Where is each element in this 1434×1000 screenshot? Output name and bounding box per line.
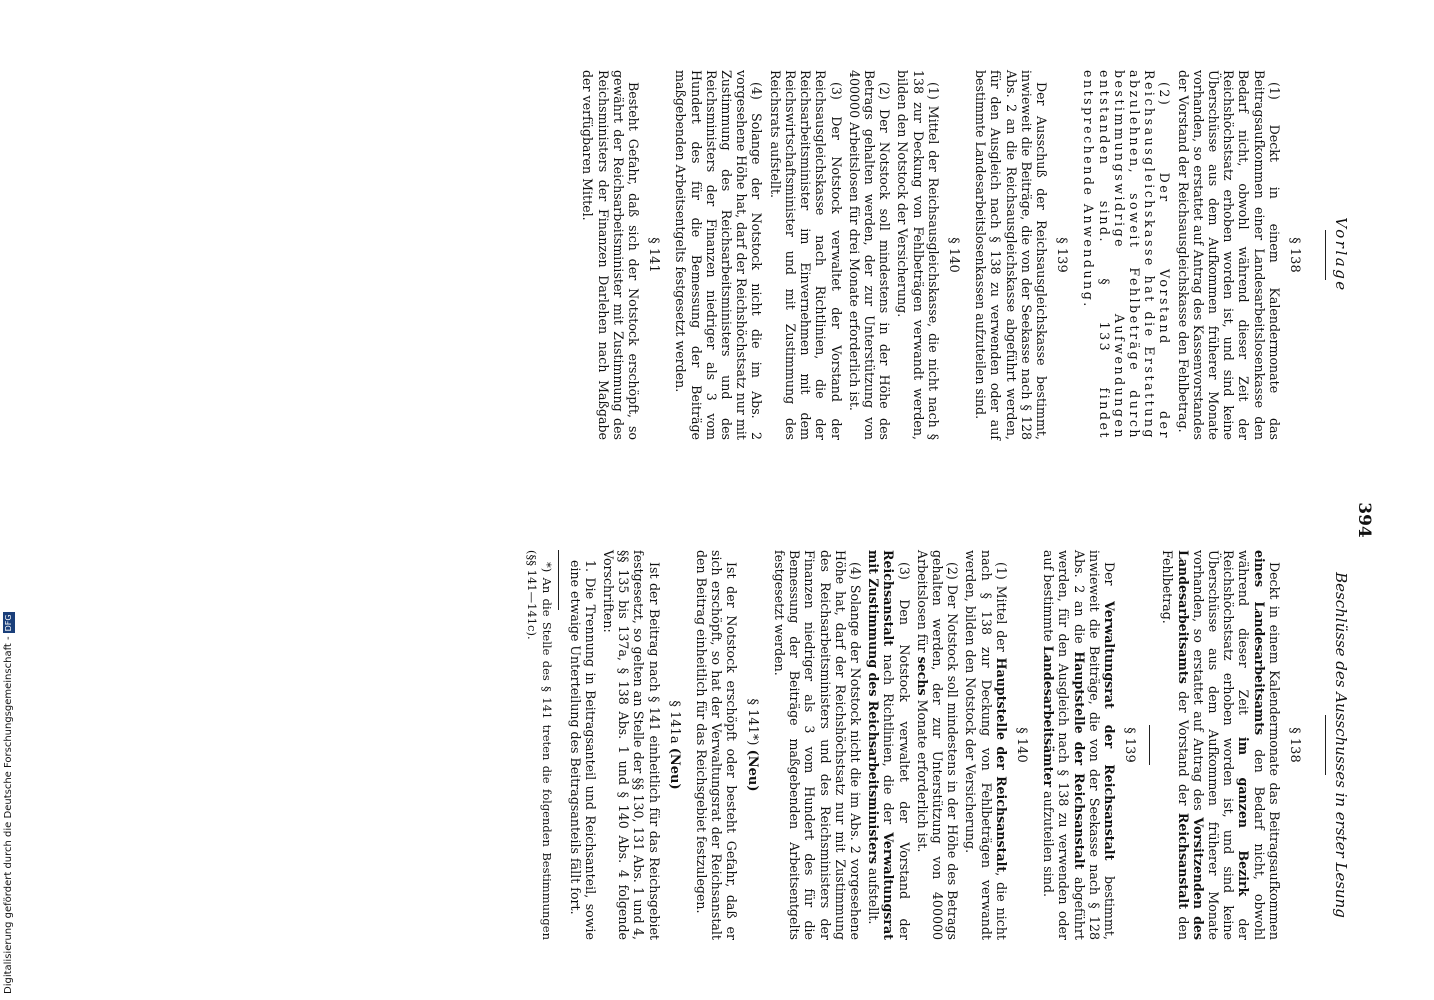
right-column-header: Beschlüsse des Ausschusses in erster Lesung <box>1332 572 1350 918</box>
left-column <box>577 70 1314 440</box>
right-sec140-p3: (3) Den Notstock verwaltet der Vorstand der Reichsanstalt nach Richtlinien, die der Verwaltungsrat mit Zustimmung des Reichsarbeitsministers aufstellt. <box>866 550 912 940</box>
right-sec141a-list <box>567 550 597 940</box>
right-sec141a-title: § 141a (Neu) <box>666 700 682 790</box>
left-column-header: Vorlage <box>1332 217 1350 293</box>
dfg-logo-icon: DFG <box>4 614 13 632</box>
right-sec138-rule <box>1149 725 1150 765</box>
left-sec140-p4: (4) Solange der Notstock nicht die im Abs. 2 vorgesehene Höhe hat, darf der Reichshöchstsatz nur mit Zustimmung des Reichsarbeitsministers und des Reichsministers der Finanzen niedriger als 3 vom Hundert des für die Bemessung der Beiträge maßgebenden Arbeitsentgelts festgesetzt werden. <box>673 70 765 440</box>
right-header-rule <box>1325 715 1326 775</box>
right-sec138-p1: Deckt in einem Kalendermonate das Beitragsaufkommen eines Landesarbeitsamts den Bedarf nicht, obwohl während dieser Zeit im ganzen Bezirk der Reichshöchstsatz erhoben worden ist, und sind keine Überschüsse aus dem Aufkommen früherer Monate vorhanden, so erstattet auf Antrag des Vorsitzenden des Landesarbeitsamts der Vorstand der Reichsanstalt den Fehlbetrag. <box>1160 550 1282 941</box>
right-sec141-title: § 141*) (Neu) <box>744 698 760 792</box>
credit-text: Digitalisierung gefördert durch die Deutsche Forschungsgemeinschaft - <box>3 636 14 994</box>
right-sec140-p1: (1) Mittel der Hauptstelle der Reichsanstalt, die nicht nach § 138 zur Deckung von Fehlbeträgen verwandt werden, bilden den Notstock der Versicherung. <box>963 550 1009 940</box>
left-sec140-p1: (1) Mittel der Reichsausgleichskasse, die nicht nach § 138 zur Deckung von Fehlbeträgen verwandt werden, bilden den Notstock der Versicherung. <box>895 70 941 440</box>
left-sec140-p2: (2) Der Notstock soll mindestens in der Höhe des Betrags gehalten werden, der zur Unterstützung von 400000 Arbeitslosen für drei Monate erforderlich ist. <box>846 70 893 440</box>
left-sec138-p2: (2) Der Vorstand der Reichsausgleichskasse hat die Erstattung abzulehnen, soweit Fehlbeträge durch bestimmungswidrige Aufwendungen entstanden sind. § 133 findet entsprechende Anwendung. <box>1081 70 1173 440</box>
left-sec141-p1: Besteht Gefahr, daß sich der Notstock erschöpft, so gewährt der Reichsarbeitsminister mit Zustimmung des Reichsministers der Finanzen Darlehen nach Maßgabe der verfügbaren Mittel. <box>580 70 642 440</box>
right-sec139-title: § 139 <box>1122 727 1138 763</box>
footnote: *) An die Stelle des § 141 treten die folgenden Bestimmungen (§§ 141—141c). <box>525 550 555 940</box>
footnote-rule <box>558 550 559 610</box>
digitization-credit <box>0 0 18 1000</box>
left-header-rule <box>1325 230 1326 280</box>
left-sec139-p1: Der Ausschuß der Reichsausgleichskasse bestimmt, inwieweit die Beiträge, die von der Seekasse nach § 128 Abs. 2 an die Reichsausgleichskasse abgeführt werden, für den Ausgleich nach § 138 zu verwenden oder auf bestimmte Landesarbeitslosenkassen aufzuteilen sind. <box>973 70 1049 440</box>
left-sec139-title: § 139 <box>1054 237 1070 273</box>
left-sec138-title: § 138 <box>1287 237 1302 273</box>
right-sec140-p2: (2) Der Notstock soll mindestens in der Höhe des Betrags gehalten werden, der zur Unterstützung von 400000 Arbeitslosen für sechs Monate erforderlich ist. <box>914 550 961 940</box>
right-sec138-title: § 138 <box>1287 727 1302 763</box>
right-sec141a-item1: 1. Die Trennung in Beitragsanteil und Reichsanteil, sowie eine etwaige Unterteilung des Beitragsanteils fällt fort. <box>567 560 598 940</box>
right-sec141a-p1: Ist der Beitrag nach § 141 einheitlich für das Reichsgebiet festgesetzt, so gelten an Stelle der §§ 130, 131 Abs. 1 und 4, §§ 135 bis 137a, § 138 Abs. 1 und § 140 Abs. 4 folgende Vorschriften: <box>601 550 662 940</box>
right-column <box>521 550 1314 940</box>
left-sec140-p3: (3) Der Notstock verwaltet der Vorstand der Reichsausgleichskasse nach Richtlinien, die der Reichsarbeitsminister im Einvernehmen mit dem Reichswirtschaftsminister und mit Zustimmung des Reichsrats aufstellt. <box>767 70 844 440</box>
right-sec140-p4: (4) Solange der Notstock nicht die im Abs. 2 vorgesehene Höhe hat, darf der Reichshöchstsatz nur mit Zustimmung des Reichsarbeitsministers und des Reichsministers der Finanzen niedriger als 3 vom Hundert des für die Bemessung der Beiträge maßgebenden Arbeitsentgelts festgesetzt werden. <box>771 550 863 940</box>
right-sec140-title: § 140 <box>1013 727 1029 763</box>
right-sec141-p1: Ist der Notstock erschöpft oder besteht Gefahr, daß er sich erschöpft, so hat der Verwaltungsrat der Reichsanstalt den Beitrag einheitlich für das Reichsgebiet festzulegen. <box>694 550 740 940</box>
left-sec138-p1: (1) Deckt in einem Kalendermonate das Beitragsaufkommen einer Landesarbeitslosenkasse den Bedarf nicht, obwohl während dieser Zeit der Reichshöchstsatz erhoben worden ist, und sind keine Überschüsse aus dem Aufkommen früherer Monate vorhanden, so erstattet auf Antrag des Kassenvorstandes der Vorstand der Reichsausgleichskasse den Fehlbetrag. <box>1175 70 1282 440</box>
right-sec139-p1: Der Verwaltungsrat der Reichsanstalt bestimmt, inwieweit die Beiträge, die von der Seekasse nach § 128 Abs. 2 an die Hauptstelle der Reichsanstalt abgeführt werden, für den Ausgleich nach § 138 zu verwenden oder auf bestimmte Landesarbeitsämter aufzuteilen sind. <box>1041 550 1117 940</box>
page-number: 394 <box>1354 502 1374 538</box>
left-sec141-title: § 141 <box>646 237 662 273</box>
left-sec140-title: § 140 <box>945 237 961 273</box>
